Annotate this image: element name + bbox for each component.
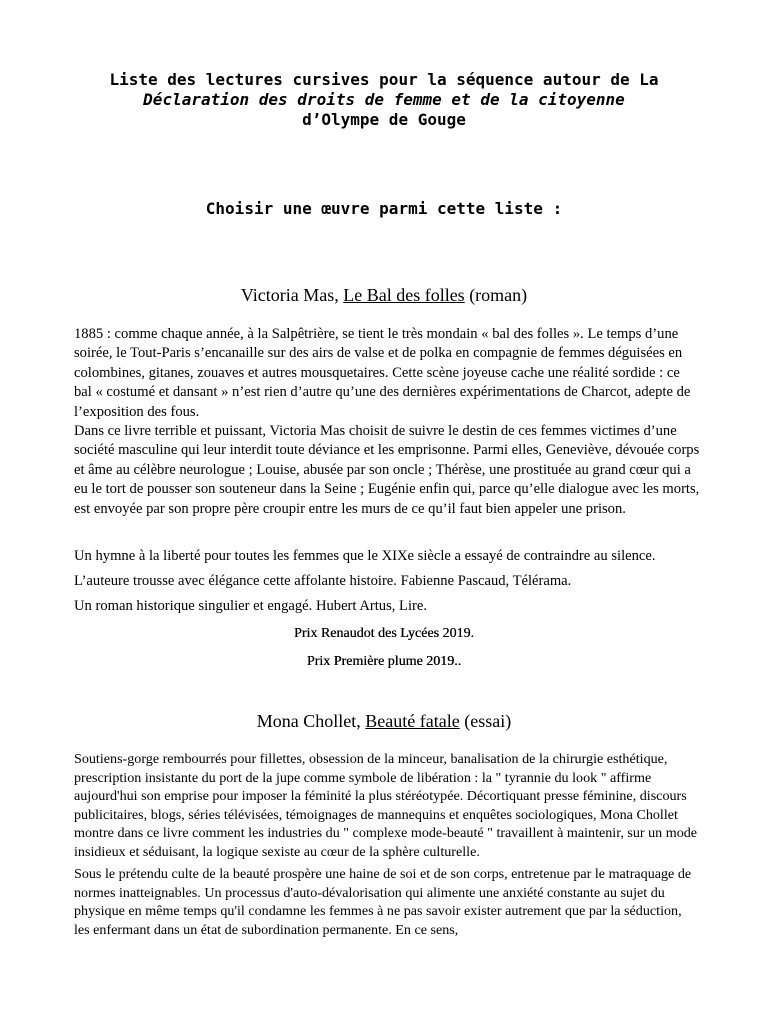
book1-review-quote-3: Un roman historique singulier et engagé. Hubert Artus, Lire.: [74, 598, 428, 614]
book1-prize-1: Prix Renaudot des Lycées 2019.: [293, 626, 475, 641]
book2-author: Mona Chollet,: [256, 711, 366, 731]
title-line-2: Déclaration des droits de femme et de la citoyenne: [143, 90, 625, 109]
book1-summary-paragraph-2: Dans ce livre terrible et puissant, Victoria Mas choisit de suivre le destin de ces femmes victimes d’une société masculine qui leur interdit toute déviance et les emprisonne. Parmi elles, Geneviève, dévouée corps et âme au célèbre neurologue ; Louise, abusée par son oncle ; Thérèse, une prostituée au grand cœur qui a eu le tort de pousser son souteneur dans la Seine ; Eugénie enfin qui, parce qu’elle dialogue avec les morts, est envoyée par son propre père croupir entre les murs de ce qu’il faut bien appeler une prison.: [74, 423, 700, 517]
book1-summary-paragraph-1: 1885 : comme chaque année, à la Salpêtrière, se tient le très mondain « bal des folles ». Le temps d’une soirée, le Tout-Paris s’encanaille sur des airs de valse et de polka en compagnie de femmes déguisées en colombines, gitanes, zouaves et autres mousquetaires. Cette scène joyeuse cache une réalité sordide : ce bal « costumé et dansant » n’est rien d’autre qu’une des dernières expérimentations de Charcot, adepte de l’exposition des fous.: [74, 326, 691, 420]
document-title: [40, 70, 728, 130]
title-line-1: Liste des lectures cursives pour la séquence autour de La: [109, 70, 659, 89]
book1-review-quote-2: L’auteure trousse avec élégance cette affolante histoire. Fabienne Pascaud, Télérama.: [74, 573, 572, 589]
book1-title: Le Bal des folles: [343, 285, 465, 305]
book1-prize-2: Prix Première plume 2019..: [306, 654, 462, 669]
book2-genre: (essai): [459, 711, 512, 731]
book2-summary-paragraph-2: Sous le prétendu culte de la beauté prospère une haine de soi et de son corps, entretenue par le matraquage de normes inatteignables. Un processus d'auto-dévalorisation qui alimente une anxiété constante au sujet du physique en même temps qu'il condamne les femmes à ne pas savoir exister autrement que par la séduction, les enfermant dans un état de subordination permanente. En ce sens,: [74, 866, 692, 938]
title-line-3: d’Olympe de Gouge: [302, 110, 466, 129]
book1-review-quote-1: Un hymne à la liberté pour toutes les femmes que le XIXe siècle a essayé de contraindre au silence.: [74, 548, 656, 564]
book1-author: Victoria Mas,: [240, 285, 344, 305]
book2-summary-paragraph-1: Soutiens-gorge rembourrés pour fillettes, obsession de la minceur, banalisation de la chirurgie esthétique, prescription insistante du port de la jupe comme symbole de libération : la " tyrannie du look " affirme aujourd'hui son emprise pour imposer la féminité la plus stéréotypée. Décortiquant presse féminine, discours publicitaires, blogs, séries télévisées, témoignages de mannequins et enquêtes sociologiques, Mona Chollet montre dans ce livre comment les industries du " complexe mode-beauté " travaillent à maintenir, sur un mode insidieux et séduisant, la logique sexiste au cœur de la sphère culturelle.: [74, 751, 698, 860]
book1-genre: (roman): [464, 285, 528, 305]
instruction-text: Choisir une œuvre parmi cette liste :: [205, 199, 563, 218]
book1-heading: [40, 284, 728, 306]
book2-title: Beauté fatale: [365, 711, 460, 731]
book2-heading: [40, 710, 728, 732]
